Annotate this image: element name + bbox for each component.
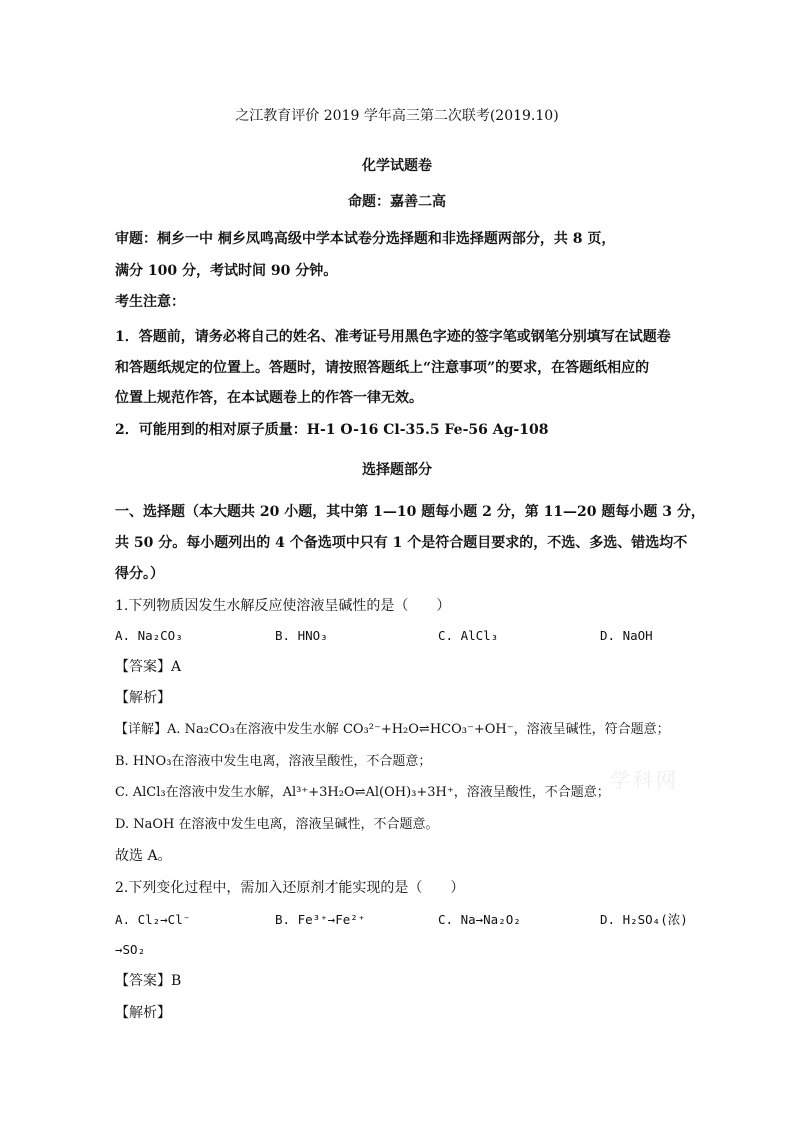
q1-option-b: B. HNO₃	[275, 628, 328, 643]
q2-option-d: D. H₂SO₄(浓)	[600, 912, 688, 927]
note-1a: 1．答题前，请务必将自己的姓名、准考证号用黑色字迹的签字笔或钢笔分别填写在试题卷	[115, 329, 671, 345]
q1-conclusion: 故选 A。	[115, 848, 172, 864]
exam-title: 之江教育评价 2019 学年高三第二次联考(2019.10)	[235, 108, 559, 124]
q1-option-d: D. NaOH	[600, 628, 653, 643]
notice-title: 考生注意：	[115, 294, 185, 310]
q1-stem: 1.下列物质因发生水解反应使溶液呈碱性的是（ ）	[115, 598, 451, 614]
section-title: 选择题部分	[362, 462, 432, 478]
q2-option-c: C. Na→Na₂O₂	[438, 912, 521, 927]
watermark: 学科网	[610, 768, 679, 792]
q2-stem: 2.下列变化过程中，需加入还原剂才能实现的是（ ）	[115, 880, 465, 896]
section-instruction-a: 一、选择题（本大题共 20 小题，其中第 1—10 题每小题 2 分，第 11—20 题每小题 3 分，	[115, 504, 705, 520]
q1-detail-d: D. NaOH 在溶液中发生电离，溶液呈碱性，不合题意。	[115, 817, 439, 832]
q2-option-d-continued: →SO₂	[115, 942, 146, 957]
review-line: 审题：桐乡一中 桐乡凤鸣高级中学本试卷分选择题和非选择题两部分，共 8 页，	[115, 231, 616, 247]
note-1c: 位置上规范作答，在本试题卷上的作答一律无效。	[115, 390, 423, 406]
q2-answer: 【答案】B	[115, 973, 182, 989]
author-line: 命题：嘉善二高	[348, 194, 446, 210]
q1-option-a: A. Na₂CO₃	[115, 628, 183, 643]
q2-analysis-label: 【解析】	[115, 1005, 171, 1021]
q2-option-a: A. Cl₂→Cl⁻	[115, 912, 191, 927]
section-instruction-c: 得分。）	[115, 566, 164, 582]
q1-answer: 【答案】A	[115, 659, 182, 675]
subject-title: 化学试题卷	[362, 158, 432, 174]
q1-analysis-label: 【解析】	[115, 690, 171, 706]
score-line: 满分 100 分，考试时间 90 分钟。	[115, 263, 338, 279]
q1-detail-b: B. HNO₃在溶液中发生电离，溶液呈酸性，不合题意；	[115, 754, 432, 769]
note-2: 2．可能用到的相对原子质量：H-1 O-16 Cl-35.5 Fe-56 Ag-108	[115, 422, 549, 438]
q1-detail-c: C. AlCl₃在溶液中发生水解，Al³⁺+3H₂O⇌Al(OH)₃+3H⁺，溶液呈酸性，不合题意；	[115, 785, 610, 800]
q1-option-c: C. AlCl₃	[438, 628, 499, 643]
q1-detail-a: 【详解】A. Na₂CO₃在溶液中发生水解 CO₃²⁻+H₂O⇌HCO₃⁻+OH⁻，溶液呈碱性，符合题意；	[115, 722, 670, 737]
section-instruction-b: 共 50 分。每小题列出的 4 个备选项中只有 1 个是符合题目要求的，不选、多选、错选均不	[115, 535, 688, 551]
q2-option-b: B. Fe³⁺→Fe²⁺	[275, 912, 366, 927]
note-1b: 和答题纸规定的位置上。答题时，请按照答题纸上“注意事项”的要求，在答题纸相应的	[115, 360, 650, 376]
